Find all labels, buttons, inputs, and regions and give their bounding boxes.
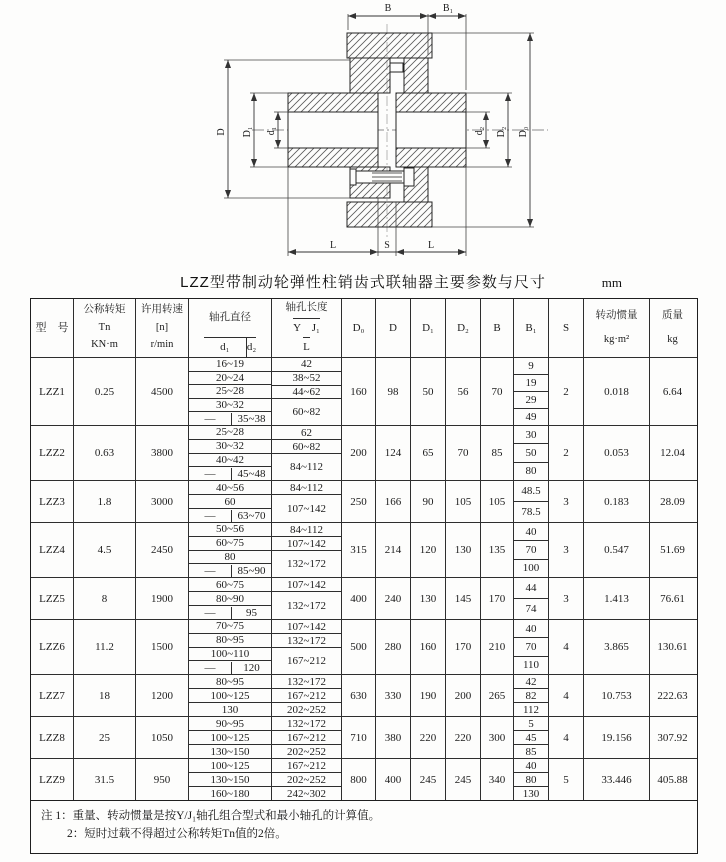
header-speed-symbol: [n] <box>155 321 169 333</box>
length-range: 107~142 <box>287 502 326 515</box>
speed-cell: 4500 <box>136 358 189 425</box>
length-range: 132~172 <box>272 634 341 648</box>
b-cell: 170 <box>481 578 514 619</box>
b1-value: 45 <box>514 731 548 745</box>
b1-cell <box>514 426 549 480</box>
table-row <box>31 358 697 426</box>
d2-cell: 56 <box>446 358 481 425</box>
d0-cell: 250 <box>342 481 376 522</box>
model-cell: LZZ1 <box>31 358 74 425</box>
d-cell: 280 <box>376 620 411 674</box>
dim-label-D1-cap: D₁ <box>242 126 253 138</box>
model-cell: LZZ5 <box>31 578 74 619</box>
dim-label-L-right: L <box>427 240 435 251</box>
b-cell: 70 <box>481 358 514 425</box>
bore-range: 80~95 <box>189 675 271 689</box>
speed-cell: 1500 <box>136 620 189 674</box>
b1-value: 19 <box>514 375 548 392</box>
d-cell: 124 <box>376 426 411 480</box>
bore-d2-value: 85~90 <box>237 564 266 577</box>
length-range: 132~172 <box>287 599 326 612</box>
bore-length-cell <box>272 523 342 577</box>
inertia-cell: 0.183 <box>584 481 650 522</box>
header-speed-name: 许用转速 <box>141 304 183 316</box>
bore-d2-value: 45~48 <box>237 467 266 480</box>
bore-range: 30~32 <box>189 399 271 413</box>
bore-d1-value: — <box>189 468 232 480</box>
torque-cell: 18 <box>74 675 136 716</box>
unit-label: mm <box>601 275 622 290</box>
table-row <box>31 675 697 717</box>
torque-cell: 0.63 <box>74 426 136 480</box>
bore-diameter-cell <box>189 717 272 758</box>
s-cell: 5 <box>549 759 584 800</box>
b1-value: 78.5 <box>521 506 541 518</box>
length-range: 242~302 <box>287 787 326 800</box>
bore-d2-value: 35~38 <box>237 412 266 425</box>
bore-range-split <box>189 564 271 577</box>
d1-cell: 50 <box>411 358 446 425</box>
b1-cell <box>514 717 549 758</box>
brake-rim-bottom <box>347 202 432 227</box>
header-bore-diameter <box>189 299 272 357</box>
b1-value: 70 <box>514 541 548 559</box>
length-range: 42 <box>272 358 341 372</box>
table-row <box>31 620 697 675</box>
length-range: 107~142 <box>272 537 341 551</box>
table-body <box>31 358 697 800</box>
length-range: 132~172 <box>287 558 326 570</box>
model-cell: LZZ6 <box>31 620 74 674</box>
top-bolt <box>390 63 403 72</box>
d0-cell: 315 <box>342 523 376 577</box>
table-row <box>31 426 697 481</box>
length-range: 107~142 <box>272 620 341 634</box>
b1-value: 70 <box>514 638 548 656</box>
b1-cell <box>514 759 549 800</box>
length-range: 62 <box>272 426 341 440</box>
model-cell: LZZ4 <box>31 523 74 577</box>
bore-range: 60~75 <box>189 578 271 592</box>
model-cell: LZZ2 <box>31 426 74 480</box>
speed-cell: 3000 <box>136 481 189 522</box>
model-cell: LZZ8 <box>31 717 74 758</box>
dim-label-D2-cap: D₂ <box>496 126 507 138</box>
bore-range: 20~24 <box>189 372 271 386</box>
header-inertia <box>584 299 650 357</box>
bore-diameter-cell <box>189 358 272 425</box>
d0-cell: 400 <box>342 578 376 619</box>
b1-value: 130 <box>522 787 540 800</box>
d1-cell: 120 <box>411 523 446 577</box>
bore-range: 100~125 <box>189 731 271 745</box>
b1-value: 30 <box>514 426 548 444</box>
bore-range: 25~28 <box>189 426 271 440</box>
b1-value: 110 <box>522 659 540 672</box>
brake-web-top <box>404 58 428 93</box>
footnote-1: 注 1：重量、转动惯量是按Y/J₁轴孔组合型式和最小轴孔的计算值。 <box>41 810 381 822</box>
length-range: 44~62 <box>272 386 341 400</box>
b-cell: 210 <box>481 620 514 674</box>
inertia-cell: 0.547 <box>584 523 650 577</box>
bore-range: 40~42 <box>189 454 271 468</box>
torque-cell: 1.8 <box>74 481 136 522</box>
length-range: 60~82 <box>272 440 341 454</box>
dim-label-d2: d₂ <box>474 126 485 136</box>
speed-cell: 1900 <box>136 578 189 619</box>
bore-range-split <box>189 661 271 674</box>
mass-cell: 6.64 <box>662 385 683 398</box>
s-cell: 2 <box>549 358 584 425</box>
d2-cell: 200 <box>446 675 481 716</box>
b1-value: 74 <box>525 603 537 615</box>
model-cell: LZZ7 <box>31 675 74 716</box>
b1-cell <box>514 578 549 619</box>
page-title: LZZ型带制动轮弹性柱销齿式联轴器主要参数与尺寸 <box>180 274 546 291</box>
bore-range-split <box>189 412 271 425</box>
footnote-2: 2：短时过载不得超过公称转矩Tn值的2倍。 <box>67 827 287 840</box>
header-inertia-name: 转动惯量 <box>595 310 638 322</box>
bore-diameter-cell <box>189 481 272 522</box>
bore-diameter-cell <box>189 523 272 577</box>
length-range: 107~142 <box>272 578 341 592</box>
dim-label-D0: D₀ <box>518 126 529 138</box>
d2-cell: 70 <box>446 426 481 480</box>
b-cell: 265 <box>481 675 514 716</box>
d1-cell: 245 <box>411 759 446 800</box>
model-cell: LZZ9 <box>31 759 74 800</box>
right-hub-wall-bottom <box>396 148 466 167</box>
bore-diameter-cell <box>189 759 272 800</box>
b1-value: 5 <box>514 717 548 731</box>
torque-cell: 11.2 <box>74 620 136 674</box>
b1-value: 100 <box>522 562 540 575</box>
b1-value: 85 <box>525 745 537 758</box>
brake-rim-top <box>347 33 432 58</box>
d-cell: 240 <box>376 578 411 619</box>
b1-cell <box>514 523 549 577</box>
bore-range: 80~95 <box>189 634 271 648</box>
mass-cell: 307.92 <box>657 731 688 744</box>
length-range: 167~212 <box>272 759 341 773</box>
d1-cell: 130 <box>411 578 446 619</box>
d0-cell: 160 <box>342 358 376 425</box>
b1-value: 48.5 <box>514 481 548 502</box>
mass-cell: 222.63 <box>657 689 688 702</box>
inertia-cell: 10.753 <box>584 675 650 716</box>
model-cell: LZZ3 <box>31 481 74 522</box>
header-bore-length <box>272 299 342 357</box>
bore-range-split <box>189 606 271 619</box>
d0-cell: 200 <box>342 426 376 480</box>
right-hub-wall-top <box>396 93 466 112</box>
b1-cell <box>514 481 549 522</box>
bore-diameter-cell <box>189 675 272 716</box>
bore-range: 16~19 <box>189 358 271 372</box>
b1-value: 29 <box>514 392 548 409</box>
bore-range: 80~90 <box>189 592 271 606</box>
bore-d1-value: — <box>189 662 232 674</box>
header-B: B <box>481 299 514 357</box>
mass-cell: 76.61 <box>660 592 685 605</box>
bore-range: 60 <box>189 495 271 509</box>
bore-length-cell <box>272 620 342 674</box>
bore-length-cell <box>272 759 342 800</box>
b1-value: 82 <box>514 689 548 703</box>
length-range: 60~82 <box>292 406 321 419</box>
table-row <box>31 717 697 759</box>
d-cell: 214 <box>376 523 411 577</box>
pin-nut <box>404 168 414 186</box>
bore-range-split <box>189 509 271 522</box>
header-speed <box>136 299 189 357</box>
length-range: 84~112 <box>272 523 341 537</box>
s-cell: 4 <box>549 620 584 674</box>
b1-value: 44 <box>514 578 548 599</box>
d1-cell: 190 <box>411 675 446 716</box>
bore-length-cell <box>272 481 342 522</box>
d1-cell: 160 <box>411 620 446 674</box>
header-torque-symbol: Tn <box>98 321 111 333</box>
b1-value: 40 <box>514 620 548 638</box>
dim-label-D: D <box>216 128 227 136</box>
torque-cell: 31.5 <box>74 759 136 800</box>
b-cell: 85 <box>481 426 514 480</box>
s-cell: 3 <box>549 578 584 619</box>
s-cell: 4 <box>549 717 584 758</box>
length-range: 84~112 <box>289 461 324 473</box>
b1-value: 80 <box>514 773 548 787</box>
table-row <box>31 481 697 523</box>
mass-cell: 405.88 <box>657 773 688 786</box>
length-range: 132~172 <box>272 675 341 689</box>
header-mass-unit: kg <box>667 333 678 345</box>
table-row <box>31 759 697 800</box>
d2-cell: 105 <box>446 481 481 522</box>
bore-length-cell <box>272 426 342 480</box>
bore-length-cell <box>272 675 342 716</box>
bore-range: 160~180 <box>210 787 250 800</box>
b-cell: 105 <box>481 481 514 522</box>
b-cell: 300 <box>481 717 514 758</box>
d-cell: 380 <box>376 717 411 758</box>
length-range: 38~52 <box>272 372 341 386</box>
mass-cell: 12.04 <box>660 447 685 459</box>
header-d2: d₂ <box>246 341 257 354</box>
speed-cell: 950 <box>136 759 189 800</box>
table-header <box>31 299 697 358</box>
b1-value: 9 <box>514 358 548 375</box>
flange-top <box>350 58 390 93</box>
dim-label-L-left: L <box>329 240 337 251</box>
header-torque-name: 公称转矩 <box>83 304 126 316</box>
header-inertia-unit: kg·m² <box>603 333 630 345</box>
coupling-drawing <box>0 0 726 268</box>
bore-length-cell <box>272 578 342 619</box>
d0-cell: 800 <box>342 759 376 800</box>
b-cell: 135 <box>481 523 514 577</box>
inertia-cell: 19.156 <box>584 717 650 758</box>
dim-label-d1: d₁ <box>266 126 277 136</box>
speed-cell: 3800 <box>136 426 189 480</box>
dim-label-B: B <box>384 3 392 14</box>
b1-value: 49 <box>525 411 537 423</box>
b1-value: 40 <box>514 523 548 541</box>
torque-cell: 25 <box>74 717 136 758</box>
length-range: 84~112 <box>272 481 341 495</box>
mass-cell: 130.61 <box>657 641 688 653</box>
d2-cell: 220 <box>446 717 481 758</box>
header-torque <box>74 299 136 357</box>
inertia-cell: 33.446 <box>584 759 650 800</box>
b1-value: 50 <box>514 444 548 462</box>
d2-cell: 145 <box>446 578 481 619</box>
speed-cell: 2450 <box>136 523 189 577</box>
header-yj1: Y J₁ <box>293 318 320 338</box>
left-hub-wall-bottom <box>288 148 378 167</box>
d-cell: 98 <box>376 358 411 425</box>
b1-cell <box>514 620 549 674</box>
header-S: S <box>549 299 584 357</box>
bore-range: 100~110 <box>189 648 271 662</box>
b1-value: 40 <box>514 759 548 773</box>
bore-d1-value: — <box>189 565 232 577</box>
inertia-cell: 3.865 <box>584 620 650 674</box>
pin-head <box>350 169 356 185</box>
bore-range: 100~125 <box>189 689 271 703</box>
left-hub-wall-top <box>288 93 378 112</box>
header-D: D <box>376 299 411 357</box>
d2-cell: 245 <box>446 759 481 800</box>
length-range: 202~252 <box>272 773 341 787</box>
torque-cell: 0.25 <box>74 358 136 425</box>
header-model: 型 号 <box>31 299 74 357</box>
length-range: 132~172 <box>272 717 341 731</box>
header-d1: d₁ <box>204 338 247 357</box>
length-range: 167~212 <box>272 689 341 703</box>
bore-d2-value: 95 <box>246 606 257 619</box>
bore-range-split <box>189 467 271 480</box>
bore-range: 130 <box>221 703 239 716</box>
d-cell: 400 <box>376 759 411 800</box>
header-mass <box>650 299 695 357</box>
bore-range: 50~56 <box>189 523 271 537</box>
dim-label-S: S <box>384 240 390 251</box>
bore-range: 40~56 <box>189 481 271 495</box>
mass-cell: 51.69 <box>660 544 685 556</box>
table-row <box>31 578 697 620</box>
bore-range: 25~28 <box>189 385 271 399</box>
footnotes <box>31 800 697 853</box>
b1-cell <box>514 358 549 425</box>
inertia-cell: 0.053 <box>584 426 650 480</box>
bore-diameter-cell <box>189 426 272 480</box>
s-cell: 3 <box>549 481 584 522</box>
header-mass-name: 质量 <box>662 310 683 322</box>
d-cell: 330 <box>376 675 411 716</box>
torque-cell: 8 <box>74 578 136 619</box>
length-range: 167~212 <box>272 731 341 745</box>
d1-cell: 220 <box>411 717 446 758</box>
bore-range: 130~150 <box>189 773 271 787</box>
b1-value: 112 <box>522 703 540 716</box>
bore-d1-value: — <box>189 510 232 522</box>
mass-cell: 28.09 <box>660 495 685 508</box>
coupling-section-view <box>0 0 726 268</box>
s-cell: 2 <box>549 426 584 480</box>
d1-cell: 90 <box>411 481 446 522</box>
speed-cell: 1050 <box>136 717 189 758</box>
d1-cell: 65 <box>411 426 446 480</box>
dim-label-B1: B₁ <box>442 3 454 14</box>
d0-cell: 630 <box>342 675 376 716</box>
length-range: 202~252 <box>287 703 326 716</box>
inertia-cell: 1.413 <box>584 578 650 619</box>
d2-cell: 130 <box>446 523 481 577</box>
bore-length-cell <box>272 358 342 425</box>
d0-cell: 500 <box>342 620 376 674</box>
s-cell: 4 <box>549 675 584 716</box>
bore-d1-value: — <box>189 607 232 619</box>
bore-length-cell <box>272 717 342 758</box>
table-row <box>31 523 697 578</box>
header-L: L <box>303 337 310 357</box>
s-cell: 3 <box>549 523 584 577</box>
speed-cell: 1200 <box>136 675 189 716</box>
b-cell: 340 <box>481 759 514 800</box>
inertia-cell: 0.018 <box>584 358 650 425</box>
bore-range: 30~32 <box>189 440 271 454</box>
bore-range: 80 <box>189 551 271 565</box>
header-speed-unit: r/min <box>150 339 174 351</box>
b1-value: 42 <box>514 675 548 689</box>
b1-value: 80 <box>525 465 537 478</box>
d0-cell: 710 <box>342 717 376 758</box>
spec-table <box>30 298 698 854</box>
bore-diameter-cell <box>189 620 272 674</box>
bore-range: 60~75 <box>189 537 271 551</box>
title-row <box>0 268 726 298</box>
bore-d2-value: 63~70 <box>237 509 266 522</box>
header-D1: D₁ <box>411 299 446 357</box>
bore-d1-value: — <box>189 413 232 425</box>
b1-cell <box>514 675 549 716</box>
header-B1: B₁ <box>514 299 549 357</box>
bore-range: 100~125 <box>189 759 271 773</box>
bore-range: 90~95 <box>189 717 271 731</box>
d-cell: 166 <box>376 481 411 522</box>
header-D0: D₀ <box>342 299 376 357</box>
d2-cell: 170 <box>446 620 481 674</box>
bore-range: 70~75 <box>189 620 271 634</box>
header-D2: D₂ <box>446 299 481 357</box>
header-bore-diameter-label: 轴孔直径 <box>209 311 251 323</box>
header-bore-length-label: 轴孔长度 <box>285 302 328 314</box>
header-bore-diameter-split <box>204 337 256 357</box>
bore-range: 130~150 <box>210 745 250 758</box>
bore-d2-value: 120 <box>243 661 260 674</box>
length-range: 202~252 <box>287 745 326 758</box>
length-range: 167~212 <box>287 655 326 667</box>
torque-cell: 4.5 <box>74 523 136 577</box>
bore-diameter-cell <box>189 578 272 619</box>
header-torque-unit: KN·m <box>91 339 118 351</box>
